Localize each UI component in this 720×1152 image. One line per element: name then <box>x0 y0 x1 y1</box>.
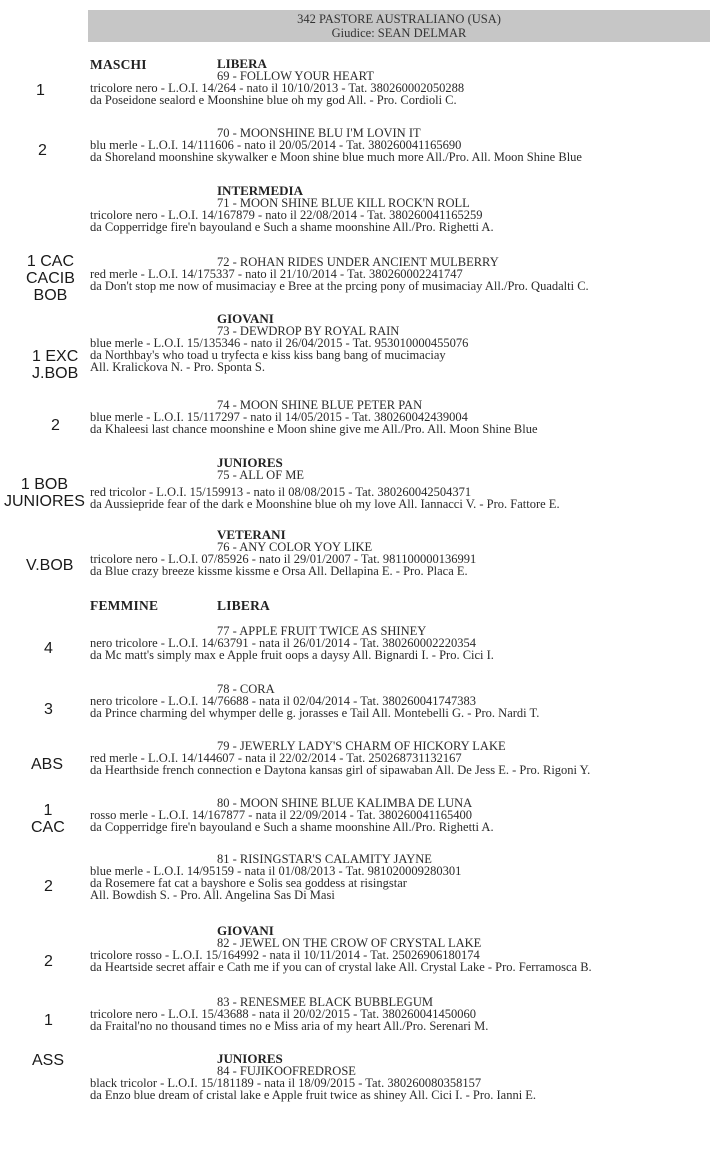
result-label: ASS <box>32 1052 65 1069</box>
dog-entry <box>90 58 720 106</box>
class-heading: INTERMEDIA <box>217 183 303 198</box>
dog-details: black tricolor - L.O.I. 15/181189 - nata il 18/09/2015 - Tat. 380260080358157 <box>90 1076 482 1090</box>
dog-name: 76 - ANY COLOR YOY LIKE <box>217 540 373 554</box>
result-label: 1 CAC <box>31 802 65 836</box>
dog-details: blu merle - L.O.I. 14/111606 - nato il 20/05/2014 - Tat. 380260041165690 <box>90 138 462 152</box>
dog-parents: da Mc matt's simply max e Apple fruit oops a daysy All. Bignardi I. - Pro. Cici I. <box>90 648 494 662</box>
dog-name: 78 - CORA <box>217 682 275 696</box>
dog-parents: da Khaleesi last chance moonshine e Moon shine give me All./Pro. All. Moon Shine Blue <box>90 422 538 436</box>
dog-details: tricolore nero - L.O.I. 14/167879 - nato il 22/08/2014 - Tat. 380260041165259 <box>90 208 483 222</box>
result-label: ABS <box>31 756 64 773</box>
dog-name: 72 - ROHAN RIDES UNDER ANCIENT MULBERRY <box>217 255 499 269</box>
result-label: V.BOB <box>26 557 74 574</box>
dog-entry <box>90 797 720 833</box>
dog-name: 71 - MOON SHINE BLUE KILL ROCK'N ROLL <box>217 196 470 210</box>
dog-parents: da Blue crazy breeze kissme kissme e Orsa All. Dellapina E. - Pro. Placa E. <box>90 564 468 578</box>
dog-parents: da Heartside secret affair e Cath me if you can of crystal lake All. Crystal Lake - Pro. Ferramosca B. <box>90 960 592 974</box>
dog-parents: da Northbay's who toad u tryfecta e kiss kiss bang bang of mucimaciay <box>90 348 446 362</box>
dog-parents: da Prince charming del whymper delle g. jorasses e Tail All. Montebelli G. - Pro. Nardi T. <box>90 706 540 720</box>
dog-entry <box>90 740 720 776</box>
dog-entry <box>90 925 720 973</box>
dog-parents: da Fraital'no no thousand times no e Miss aria of my heart All./Pro. Serenari M. <box>90 1019 489 1033</box>
dog-parents: da Enzo blue dream of cristal lake e Apple fruit twice as shiney All. Cici I. - Pro. Ianni E. <box>90 1088 537 1102</box>
dog-details: blue merle - L.O.I. 15/117297 - nato il 14/05/2015 - Tat. 380260042439004 <box>90 410 468 424</box>
dog-name: 81 - RISINGSTAR'S CALAMITY JAYNE <box>217 852 432 866</box>
dog-parents: da Shoreland moonshine skywalker e Moon shine blue much more All./Pro. All. Moon Shine Blue <box>90 150 582 164</box>
class-heading: GIOVANI <box>217 311 274 326</box>
dog-entry <box>90 1053 720 1101</box>
class-heading: JUNIORES <box>217 1051 283 1066</box>
dog-details: blue merle - L.O.I. 14/95159 - nata il 01/08/2013 - Tat. 981020009280301 <box>90 864 462 878</box>
result-label: 1 <box>44 1012 53 1029</box>
dog-entry <box>90 625 720 661</box>
dog-name: 75 - ALL OF ME <box>217 468 305 482</box>
dog-parents: da Copperridge fire'n bayouland e Such a shame moonshine All./Pro. Righetti A. <box>90 220 494 234</box>
dog-name: 83 - RENESMEE BLACK BUBBLEGUM <box>217 995 433 1009</box>
dog-name: 77 - APPLE FRUIT TWICE AS SHINEY <box>217 624 427 638</box>
result-label: 1 EXC J.BOB <box>32 348 79 382</box>
dog-parents: da Poseidone sealord e Moonshine blue oh my god All. - Pro. Cordioli C. <box>90 93 457 107</box>
class-heading: GIOVANI <box>217 923 274 938</box>
dog-details: tricolore rosso - L.O.I. 15/164992 - nata il 10/11/2014 - Tat. 25026906180174 <box>90 948 480 962</box>
result-label: 1 CAC CACIB BOB <box>26 253 75 304</box>
dog-entry <box>90 853 720 901</box>
dog-parents: da Copperridge fire'n bayouland e Such a shame moonshine All./Pro. Righetti A. <box>90 820 494 834</box>
result-label: 2 <box>38 142 47 159</box>
breed-title: 342 PASTORE AUSTRALIANO (USA) <box>297 12 501 26</box>
dog-parents: da Rosemere fat cat a bayshore e Solis sea goddess at risingstar <box>90 876 407 890</box>
dog-parents: da Hearthside french connection e Daytona kansas girl of sipawaban All. De Jess E. - Pro. Rigoni Y. <box>90 763 591 777</box>
result-label: 3 <box>44 701 53 718</box>
dog-name: 73 - DEWDROP BY ROYAL RAIN <box>217 324 400 338</box>
class-heading: LIBERA <box>217 56 267 71</box>
dog-details: tricolore nero - L.O.I. 14/264 - nato il 10/10/2013 - Tat. 380260002050288 <box>90 81 465 95</box>
dog-name: 69 - FOLLOW YOUR HEART <box>217 69 374 83</box>
dog-details: tricolore nero - L.O.I. 07/85926 - nato il 29/01/2007 - Tat. 981100000136991 <box>90 552 477 566</box>
section-maschi: MASCHI <box>90 57 147 72</box>
dog-details: red merle - L.O.I. 14/144607 - nata il 22/02/2014 - Tat. 250268731132167 <box>90 751 462 765</box>
dog-name: 79 - JEWERLY LADY'S CHARM OF HICKORY LAKE <box>217 739 506 753</box>
dog-name: 80 - MOON SHINE BLUE KALIMBA DE LUNA <box>217 796 473 810</box>
dog-details: red tricolor - L.O.I. 15/159913 - nato il 08/08/2015 - Tat. 380260042504371 <box>90 485 472 499</box>
dog-entry <box>90 256 720 292</box>
dog-entry <box>90 127 720 163</box>
dog-owner: All. Bowdish S. - Pro. All. Angelina Sas Di Masi <box>90 888 335 902</box>
dog-name: 70 - MOONSHINE BLU I'M LOVIN IT <box>217 126 421 140</box>
dog-entry <box>90 457 720 510</box>
dog-entry <box>90 399 720 435</box>
result-label: 1 BOB JUNIORES <box>4 476 85 510</box>
dog-parents: da Don't stop me now of musimaciay e Bree at the prcing pony of musimaciay All./Pro. Quadalti C. <box>90 279 589 293</box>
dog-owner: All. Kralickova N. - Pro. Sponta S. <box>90 360 265 374</box>
dog-details: nero tricolore - L.O.I. 14/63791 - nata il 26/01/2014 - Tat. 380260002220354 <box>90 636 476 650</box>
section-femmine: FEMMINE <box>90 598 159 613</box>
dog-entry <box>90 185 720 233</box>
class-heading: VETERANI <box>217 527 286 542</box>
dog-parents: da Aussiepride fear of the dark e Moonshine blue oh my love All. Iannacci V. - Pro. Fattore E. <box>90 497 560 511</box>
dog-details: blue merle - L.O.I. 15/135346 - nato il 26/04/2015 - Tat. 953010000455076 <box>90 336 469 350</box>
result-label: 2 <box>44 878 53 895</box>
dog-name: 74 - MOON SHINE BLUE PETER PAN <box>217 398 423 412</box>
dog-entry <box>90 529 720 577</box>
dog-entry <box>90 996 720 1032</box>
class-heading: JUNIORES <box>217 455 283 470</box>
dog-entry <box>90 683 720 719</box>
dog-name: 82 - JEWEL ON THE CROW OF CRYSTAL LAKE <box>217 936 482 950</box>
dog-details: red merle - L.O.I. 14/175337 - nato il 21/10/2014 - Tat. 380260002241747 <box>90 267 463 281</box>
dog-details: rosso merle - L.O.I. 14/167877 - nata il 22/09/2014 - Tat. 380260041165400 <box>90 808 473 822</box>
result-label: 2 <box>51 417 60 434</box>
dog-name: 84 - FUJIKOOFREDROSE <box>217 1064 356 1078</box>
femmine-libera-class: LIBERA <box>217 598 270 613</box>
result-label: 2 <box>44 953 53 970</box>
dog-details: tricolore nero - L.O.I. 15/43688 - nata il 20/02/2015 - Tat. 380260041450060 <box>90 1007 476 1021</box>
judge-name: Giudice: SEAN DELMAR <box>331 26 467 40</box>
result-label: 4 <box>44 640 53 657</box>
catalog-header <box>88 10 710 42</box>
dog-entry <box>90 313 720 373</box>
dog-details: nero tricolore - L.O.I. 14/76688 - nata il 02/04/2014 - Tat. 380260041747383 <box>90 694 476 708</box>
result-label: 1 <box>36 82 45 99</box>
